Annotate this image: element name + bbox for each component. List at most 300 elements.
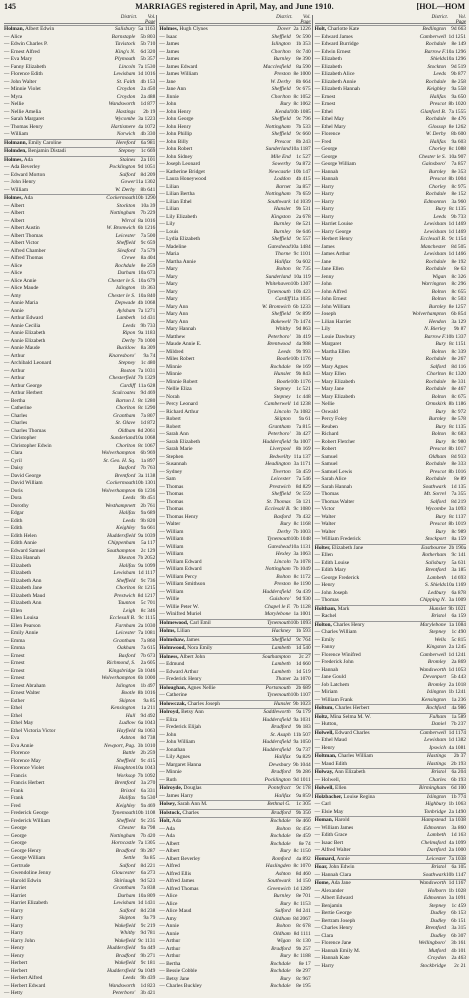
entry-name: — Alice [159,900,178,907]
entry-volume-page: 10b 423 [293,288,311,295]
register-entry [315,476,466,484]
register-entry [315,34,466,42]
register-entry [159,484,310,492]
heading-spacer [315,15,414,23]
register-entry [315,116,466,124]
entry-forenames: Albert Edward [321,895,353,901]
entry-forenames: Ernest [10,652,25,659]
entry-volume-page: 9a 79 [143,915,156,921]
entry-name: — Mary Ann [159,311,189,317]
register-entry [4,428,155,436]
entry-name: — Arthur [4,352,25,359]
entry-district: Nottingham [109,832,136,839]
entry-forenames: Ethel [10,712,23,719]
entry-volume-page: 1c 527 [296,153,311,160]
entry-name: — Oswald [314,408,338,415]
entry-forenames: Nellie [10,101,24,107]
entry-forenames: William [165,536,184,542]
entry-volume-page: 8d 1217 [137,592,156,599]
entry-district: Dewsbury [268,761,291,768]
entry-forenames: Job Latchem [321,681,350,688]
entry-surname: Holmshaw, [159,636,185,643]
entry-volume-page: 6b 1216 [137,225,156,231]
entry-forenames: Edward Arthur [166,668,199,675]
entry-district: Wandsworth [419,666,446,673]
entry-forenames: Frank [10,795,24,801]
entry-name: — Margaret [314,341,342,347]
entry-forenames: Herbert [10,967,28,974]
entry-volume-page: 7a 860 [140,637,156,644]
entry-name: — Elizabeth Ann [4,600,42,606]
entry-name: — Richard [314,431,339,437]
entry-name: — Susannah [159,461,187,467]
register-entry [4,660,155,668]
entry-volume-page: 2b 193 [451,760,466,767]
entry-district: Charles [428,776,446,783]
entry-name: — William Percy [159,573,198,580]
entry-district: Norwich [116,131,136,137]
entry-name: — Frank [4,795,24,801]
entry-district: Keighley [426,86,446,92]
entry-district: Rochdale [425,78,446,85]
register-entry [159,184,310,192]
register-entry [159,724,310,732]
entry-forenames: Thomas [321,597,339,603]
entry-district: Sowerby [272,161,291,167]
entry-name [315,705,404,713]
heading-spacer [159,15,258,23]
register-entry [159,431,310,439]
register-entry [315,729,466,738]
entry-forenames: Nora Emily [187,645,213,651]
entry-district: Kensington [110,705,136,711]
register-entry [315,364,466,372]
entry-district: Huddersfield [107,532,136,539]
entry-name: — William Edward [159,558,202,565]
entry-forenames: James [186,636,200,643]
entry-forenames: Ada Beverley [10,164,41,170]
entry-district: Bolton [431,296,446,302]
register-entry [315,499,466,507]
entry-name: — John [159,101,177,107]
register-entry [4,25,155,34]
entry-district: W. Derby [270,78,291,85]
entry-volume-page: 9c 590 [296,33,311,40]
entry-district: Halifax [119,795,136,801]
entry-forenames: Emily Annie [10,630,39,636]
entry-district: Southwark [422,871,446,878]
entry-district: Bury [435,423,446,430]
entry-name: — Ethel Maud [314,737,347,743]
entry-volume-page: 10b 1107 [290,692,311,698]
entry-name: — Albert [159,840,180,847]
register-entry [315,281,466,289]
entry-forenames: Florence Edith [10,71,43,77]
register-entry [315,809,466,817]
entry-name: — Elizabeth [314,63,342,70]
register-entry [4,473,155,481]
register-entry [4,638,155,646]
register-entry [4,285,155,293]
entry-forenames: Harold [334,817,350,823]
entry-district: St. Thomas [266,498,291,505]
entry-volume-page: 9c 675 [296,86,311,92]
entry-volume-page: 1a 1001 [293,611,311,617]
entry-forenames: Harry [321,183,334,190]
entry-name: — Francis [4,772,27,779]
entry-district: Burnley [428,303,446,310]
entry-district: Rochdale [425,116,446,122]
entry-volume-page: 9a 1049 [138,967,156,974]
entry-district: Skipton [274,416,291,422]
entry-district: Rochdale [425,41,446,47]
entry-name: — Harry [314,206,334,212]
entry-district: Wakefield [114,937,136,944]
entry-forenames: Esther [10,697,25,704]
entry-forenames: John Sidney [166,153,193,160]
register-entry [159,700,310,709]
entry-volume-page: 8c 967 [296,975,311,982]
entry-district: Houghton [113,765,136,771]
register-entry [315,963,466,971]
register-entry [4,338,155,346]
entry-district: Wolverhampton [101,450,136,456]
register-entry [159,777,310,785]
entry-forenames: Albert Edwin [24,26,55,32]
entry-district: Chester le S. [107,277,136,284]
entry-district: Leeds [122,975,136,981]
entry-district: Bromley [427,681,446,688]
entry-forenames: David George [10,472,42,479]
entry-district: Peterboro' [267,431,291,437]
entry-district: Ashton [120,735,136,741]
entry-volume-page: 6a 1043 [138,720,156,726]
entry-district: Lewisham [424,221,446,227]
register-entry [315,840,466,848]
entry-district: Chorlton [115,405,136,411]
entry-name: — Harry [4,907,24,914]
entry-volume-page: 9a 439 [296,588,311,595]
entry-district: Gower [120,179,136,185]
entry-forenames: Charles Buckley [166,983,202,989]
entry-forenames: Margaret [321,341,342,347]
entry-surname: Holmes, [4,156,23,163]
register-entry [4,750,155,758]
register-entry [159,692,310,700]
entry-forenames: Lilian [166,183,179,190]
page-title: MARRIAGES registered in April, May, and June 1910. [135,2,334,11]
register-entry [315,469,466,477]
entry-name: — Sarah Ann [159,431,189,437]
entry-name [315,730,404,738]
entry-district: Huddersfield [262,588,291,595]
entry-forenames: Matthew [166,333,186,340]
entry-forenames: John George [166,116,194,122]
entry-name: — Arthur [4,367,25,374]
entry-forenames: Alice [10,33,23,40]
entry-volume-page: 8e 701 [296,893,311,899]
register-entry [159,116,310,124]
entry-name: — James [314,243,335,250]
entry-district: Sheffield [116,757,136,764]
entry-name: — Clara [4,450,23,456]
entry-volume-page: 9b 1021 [448,605,466,612]
entry-district: Huddersfield [262,438,291,445]
entry-name: — Harriet [4,885,27,891]
entry-forenames: Lilian [166,206,179,212]
entry-forenames: Lily Elizabeth [166,213,197,220]
register-entry [159,386,310,394]
entry-name: — Edith [4,517,23,524]
register-entry [4,86,155,94]
entry-name: — William [159,551,184,557]
entry-name: — Eliza Hannah [4,555,40,561]
entry-district: Bucklow [116,345,136,351]
entry-volume-page: 5b 1046 [137,667,156,674]
entry-district: Nottingham [265,566,291,572]
entry-district: Islington [116,682,136,689]
entry-district: Prestwich [269,483,291,490]
entry-district: Settle [123,855,136,861]
entry-volume-page: 2c 27 [298,653,311,660]
register-entry [4,218,155,226]
entry-district: Farnham [115,622,136,629]
entry-volume-page: 4b 330 [140,131,156,137]
entry-district: Leeds [433,213,446,220]
register-entry [159,589,310,597]
register-entry [4,690,155,698]
entry-district: Leeds [433,71,446,77]
register-entry [315,629,466,637]
entry-forenames: Albert John [179,653,206,660]
entry-name: — Herbert Henry [314,236,353,242]
entry-district: Dudley [430,910,446,916]
entry-name: — Bertie George [314,910,352,916]
entry-volume-page: 7b 420 [140,832,156,839]
entry-volume-page: 8d 933 [451,453,466,460]
heading-spacer [4,15,103,23]
entry-volume-page: 8c 683 [451,431,466,437]
entry-district: Bradford [115,847,136,854]
entry-name: — Ellen Pearson [4,622,41,629]
entry-forenames: Harry [10,907,24,914]
entry-district: Sunderland [265,146,291,152]
entry-volume-page: 1c 521 [296,386,311,392]
entry-volume-page: 9a 449 [140,945,156,951]
register-entry [4,795,155,803]
entry-volume-page: 1a 236 [451,696,466,703]
entry-name: — Mary Hannah [159,326,196,332]
entry-name: — Harry John [4,937,35,944]
entry-district: Staines [119,156,136,163]
entry-name: — Harry [4,930,24,936]
register-entry [159,364,310,372]
register-entry [159,109,310,117]
entry-volume-page: 9a 1050 [293,739,311,745]
entry-name [315,817,404,825]
entry-volume-page: 7b 659 [295,191,311,197]
entry-district: Oldham [273,930,291,937]
entry-district: Chorley [428,146,446,152]
entry-name: — Emily Annie [4,630,39,636]
entry-name: — Ada Beverley [4,164,41,170]
entry-forenames: Ada [165,825,175,832]
entry-forenames: Eva [10,735,20,741]
entry-name: — John [314,281,332,287]
entry-district: Guisboro' [269,596,291,602]
entry-name: — Fanny [314,644,335,650]
entry-district: Macclesfield [263,63,291,70]
entry-name: — Jenny [314,273,334,280]
entry-district: Lambeth [271,661,291,667]
entry-forenames: Ada [23,195,33,201]
entry-volume-page: 3a 1093 [448,506,466,512]
entry-name: — Mary Ann [159,303,189,310]
entry-forenames: Mary [166,281,178,287]
entry-forenames: Elsie May [321,808,344,815]
register-entry [4,668,155,676]
entry-forenames: Fred [321,138,332,145]
entry-district: Hull [125,712,136,719]
entry-name: — Edward Arthur [159,668,199,675]
entry-name: — Ernest Walter [4,690,41,696]
register-entry [159,221,310,229]
entry-name: — Thomas Henry [159,513,199,520]
register-entry [315,416,466,424]
entry-forenames: Ellen [335,785,347,791]
entry-forenames: John Henry [166,123,192,130]
entry-volume-page: 5a 117 [141,540,156,546]
register-entry [315,544,466,553]
entry-district: Taunton [117,600,136,606]
entry-district: Croydon [427,955,446,961]
entry-forenames: Jane [166,78,176,85]
entry-name: — Nellie [314,401,335,407]
entry-name [315,606,404,614]
entry-district: Halifax [274,258,291,265]
entry-name: — Nellie Amelia [4,108,41,115]
entry-volume-page: 8c 735 [296,266,311,272]
entry-volume-page: 6a 159 [451,613,466,619]
entry-district: Worksop [116,772,136,779]
register-entry [4,156,155,165]
register-entry [159,379,310,387]
register-entry [315,326,466,334]
register-entry [315,25,466,34]
entry-name: — Harry [314,213,334,220]
entry-district: Ripon [122,330,136,336]
register-entry [4,308,155,316]
register-entry [159,394,310,402]
register-entry [4,930,155,938]
entry-volume-page: 1c 480 [140,360,156,366]
register-entry [4,758,155,766]
entry-name: — Rachel [314,613,337,619]
register-entry [4,368,155,376]
entry-forenames: Albert Austin [10,225,40,231]
entry-volume-page: 8c 1135 [448,423,466,430]
entry-name: — William Edward [159,566,202,572]
entry-forenames: Thomas Henry [10,123,43,130]
entry-volume-page: 7b 1000 [137,337,156,344]
register-entry [159,619,310,628]
entry-volume-page: 7a 355 [451,491,466,497]
entry-name: — Nellie Eliza [159,386,192,392]
entry-name: — Robert [159,423,181,430]
entry-volume-page: 9d 663 [451,26,466,32]
entry-district: Tavistock [115,41,136,47]
register-entry [315,529,466,537]
entry-volume-page: 8e 1000 [293,71,311,77]
register-entry [315,139,466,147]
entry-district: Newcastle [268,168,291,175]
entry-name: — Thomas [159,498,184,505]
entry-name: — Albert [4,202,25,209]
entry-name: — Alfred Thomas [159,885,199,892]
entry-volume-page: 9a 1007 [293,438,311,445]
entry-forenames: Herbert Alfred [10,975,43,981]
entry-surname: Holton, [314,621,332,628]
entry-forenames: Willie Peter W. [165,603,199,610]
entry-name: — Edith Annie [4,540,37,546]
entry-volume-page: 8c 989 [451,528,466,535]
entry-name: — John Henry [159,123,192,130]
entry-district: Thorne [275,251,291,257]
register-entry [315,349,466,357]
entry-forenames: Arthur [10,367,25,374]
register-entry [315,879,466,888]
entry-name: — Charles Thomas [4,427,46,434]
entry-forenames: Mary [166,288,178,295]
entry-name: — Martha Ellen [314,348,350,355]
entry-name: — Willie Peter W. [159,603,199,610]
entry-district: Lincoln [274,558,291,565]
entry-forenames: Mina Selma M. W. [329,713,371,720]
entry-district: W. Derby [115,186,136,193]
register-entry [4,570,155,578]
register-entry [159,56,310,64]
entry-forenames: Eliza Hannah [10,555,40,561]
entry-volume-page: 10b 1085 [290,108,311,115]
entry-forenames: Ellen [10,607,23,614]
register-entry [159,661,310,669]
entry-district: Bristol [120,787,136,794]
entry-surname: Holtman, [314,753,337,759]
entry-forenames: Ernest [321,93,336,100]
entry-volume-page: 9c 178 [296,785,311,791]
entry-name: — Elizabeth Hannah [314,86,360,92]
entry-district: Durham [117,892,136,899]
entry-district: Brentford [425,567,446,573]
entry-name: — Annie [159,930,179,937]
entry-name: — Hannah [314,176,339,182]
entry-district: Bury [280,101,291,107]
entry-name: — Elizabeth Ann [4,577,42,584]
register-entry [4,698,155,706]
entry-volume-page: 9a 1099 [138,562,156,569]
entry-district: Gloucester [111,870,136,876]
entry-forenames: Christopher [10,435,37,441]
register-entry [159,334,310,342]
entry-district: Sheffield [271,491,291,497]
register-entry [159,544,310,552]
entry-volume-page: 4a 1072 [138,123,156,130]
entry-forenames: Betsy Jane [166,975,190,982]
entry-name: — James Arthur [314,251,351,257]
entry-surname: Holmewood, [159,619,189,626]
entry-district: Salford [430,363,446,370]
entry-district: St. Geo. H. Sq. [103,457,136,464]
